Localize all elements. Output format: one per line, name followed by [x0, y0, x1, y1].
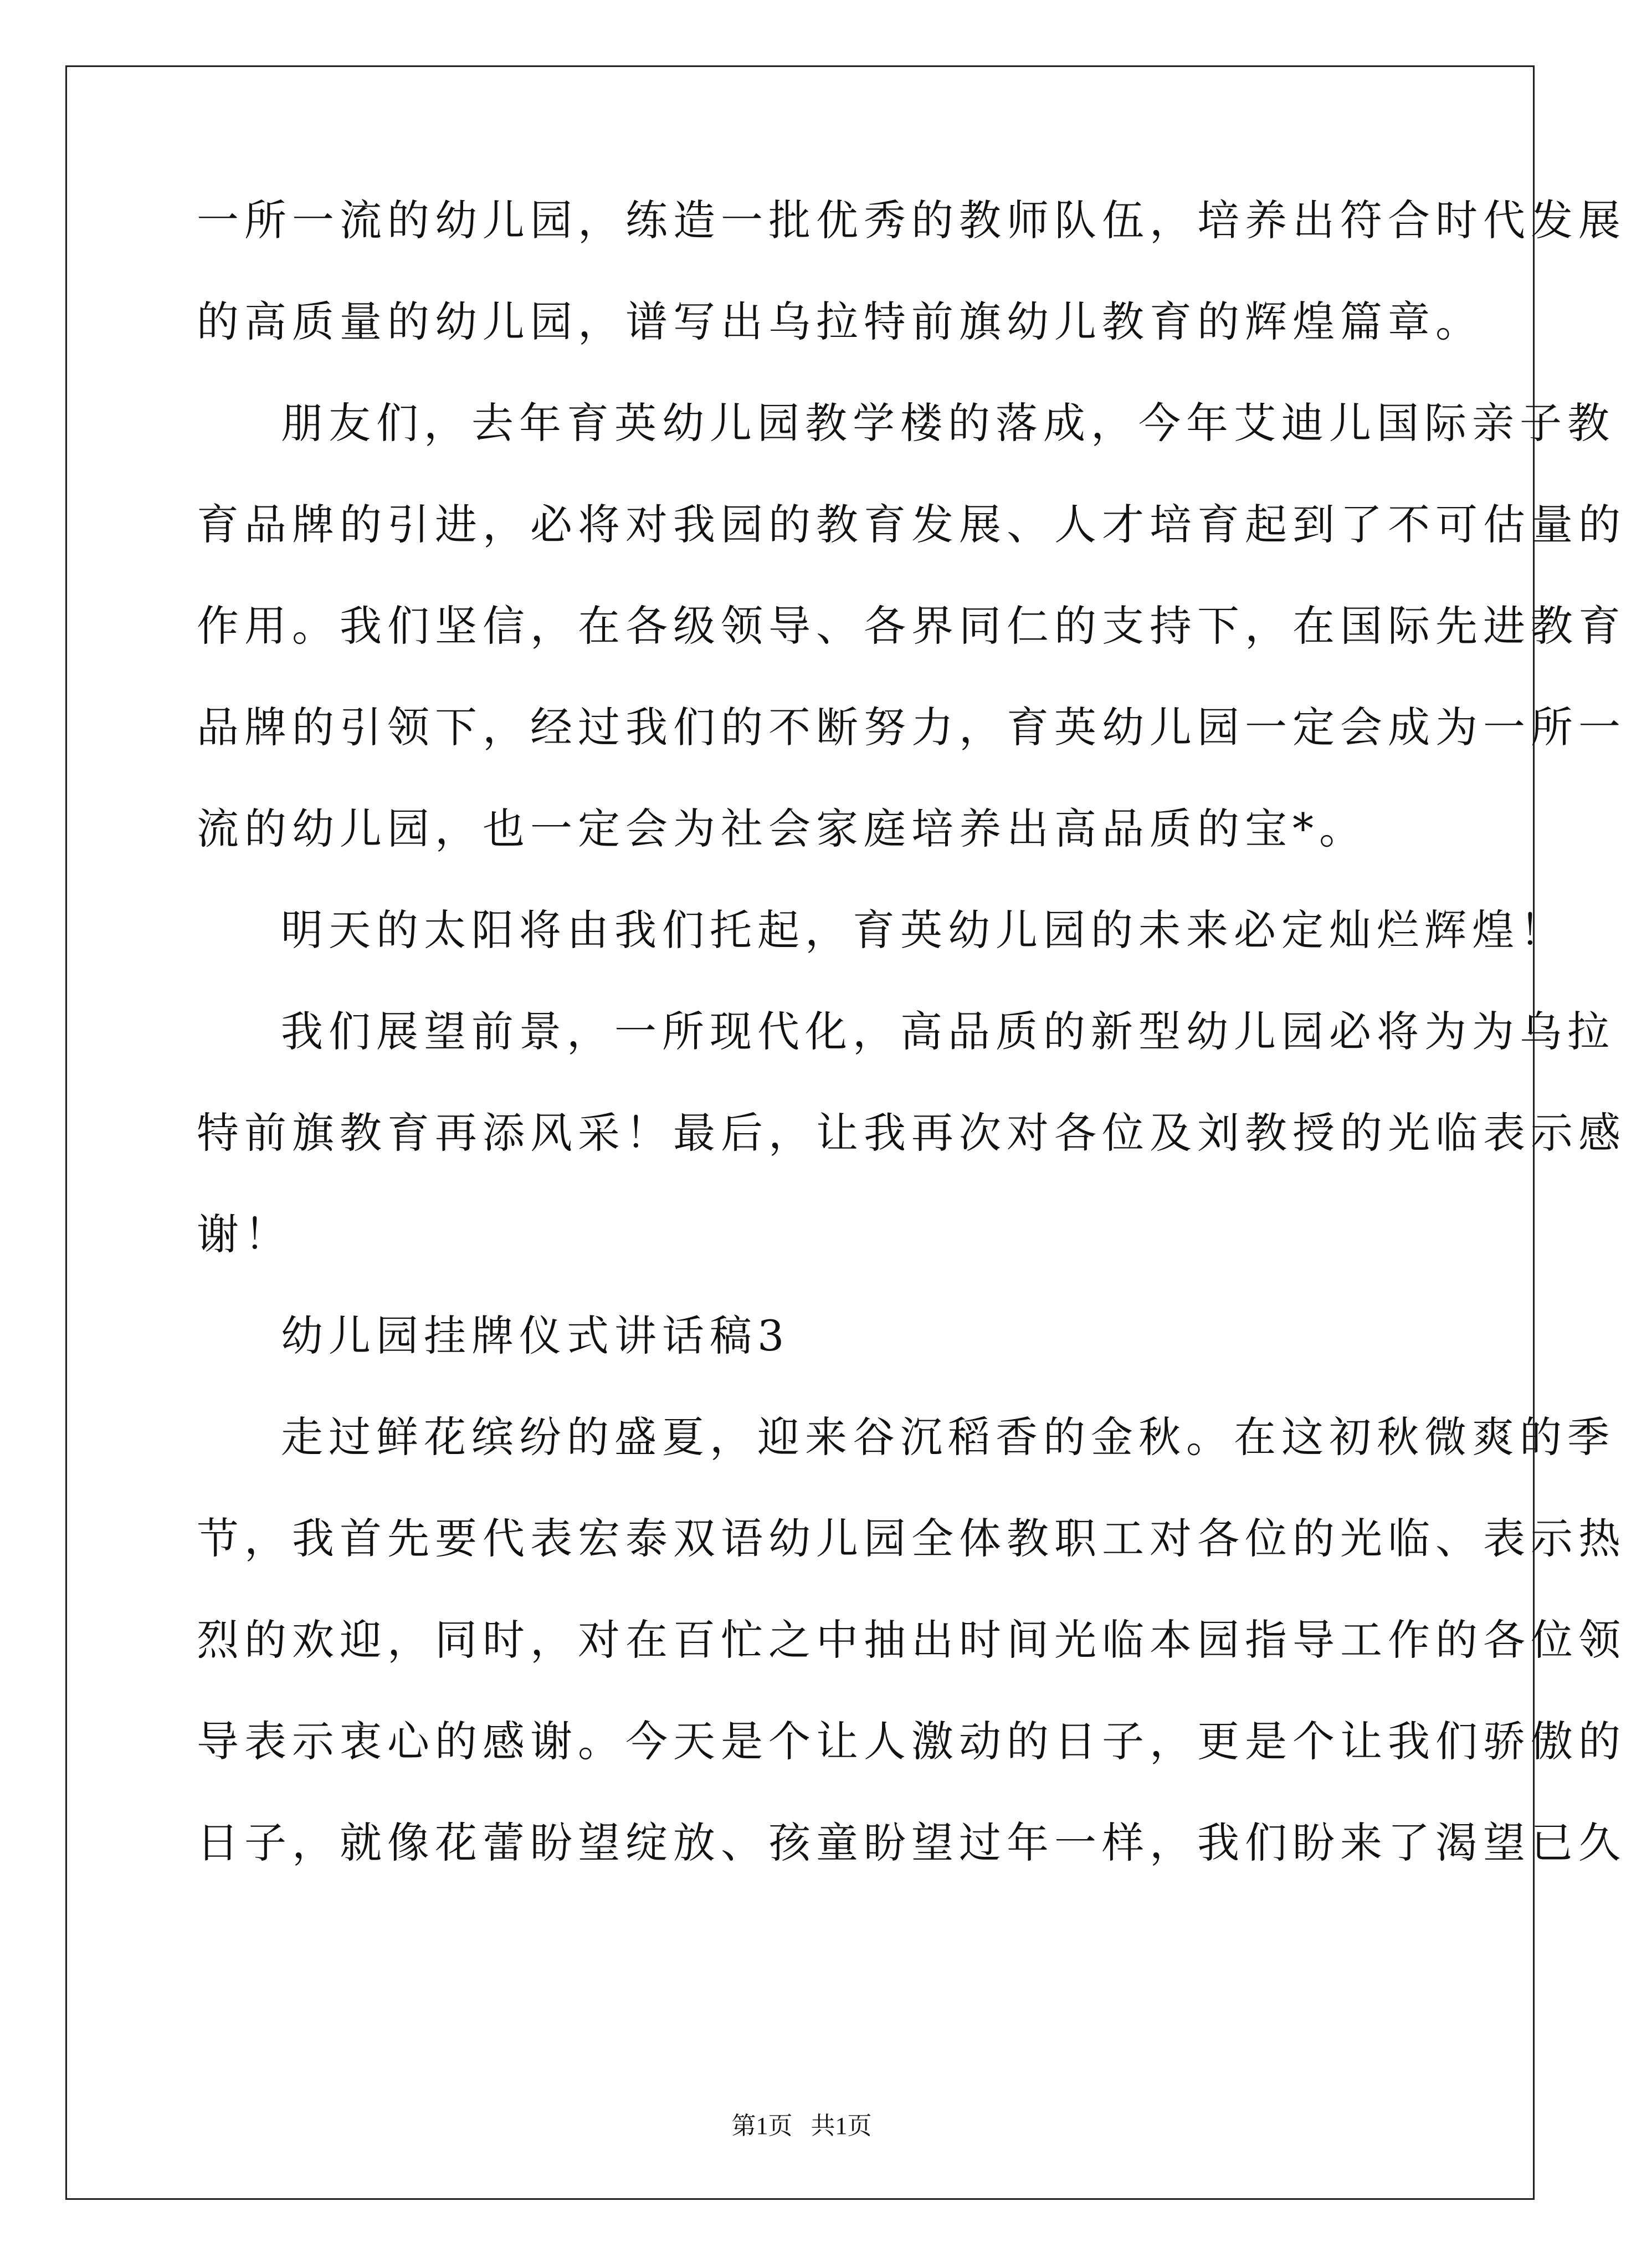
text-line: 谢！ [197, 1210, 292, 1259]
text-line: 我们展望前景，一所现代化，高品质的新型幼儿园必将为为乌拉 [281, 1007, 1615, 1056]
text-line: 节，我首先要代表宏泰双语幼儿园全体教职工对各位的光临、表示热 [197, 1514, 1626, 1563]
text-line: 流的幼儿园，也一定会为社会家庭培养出高品质的宝*。 [197, 804, 1367, 853]
text-line: 品牌的引领下，经过我们的不断努力，育英幼儿园一定会成为一所一 [197, 703, 1626, 752]
text-line: 日子，就像花蕾盼望绽放、孩童盼望过年一样，我们盼来了渴望已久 [197, 1818, 1626, 1867]
text-line: 朋友们，去年育英幼儿园教学楼的落成，今年艾迪儿国际亲子教 [281, 398, 1615, 448]
text-line: 走过鲜花缤纷的盛夏，迎来谷沉稻香的金秋。在这初秋微爽的季 [281, 1412, 1615, 1462]
text-line: 明天的太阳将由我们托起，育英幼儿园的未来必定灿烂辉煌！ [281, 905, 1567, 955]
document-body [197, 196, 1626, 1923]
page-footer: 第1页 共1页 [731, 2112, 872, 2139]
text-line: 烈的欢迎，同时，对在百忙之中抽出时间光临本园指导工作的各位领 [197, 1615, 1626, 1665]
text-line: 导表示衷心的感谢。今天是个让人激动的日子，更是个让我们骄傲的 [197, 1717, 1626, 1766]
text-line: 一所一流的幼儿园，练造一批优秀的教师队伍，培养出符合时代发展 [197, 196, 1626, 245]
text-line: 幼儿园挂牌仪式讲话稿3 [281, 1311, 790, 1360]
text-line: 特前旗教育再添风采！最后，让我再次对各位及刘教授的光临表示感 [197, 1108, 1626, 1158]
text-line: 的高质量的幼儿园，谱写出乌拉特前旗幼儿教育的辉煌篇章。 [197, 297, 1483, 346]
text-line: 育品牌的引进，必将对我园的教育发展、人才培育起到了不可估量的 [197, 500, 1626, 549]
text-line: 作用。我们坚信，在各级领导、各界同仁的支持下，在国际先进教育 [197, 601, 1626, 651]
